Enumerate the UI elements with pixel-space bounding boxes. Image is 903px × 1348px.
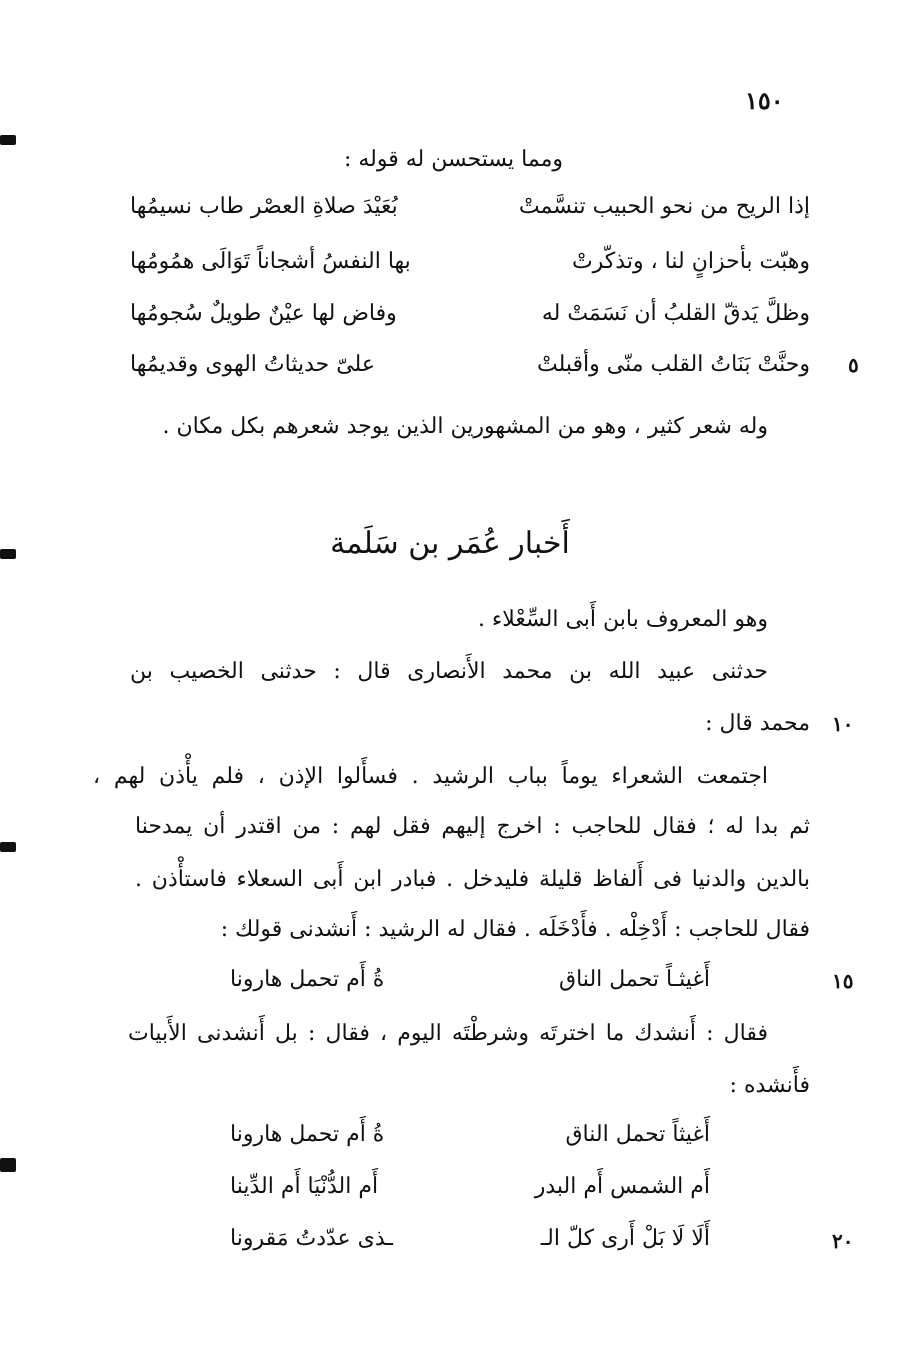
para-line-7: فقال للحاجب : أَدْخِلْه . فأَدْخَلَه . فقال له الرشيد : أَنشدنى قولك : xyxy=(220,917,810,942)
verse-hemistich-2: ةُ أَم تحمل هارونا xyxy=(230,967,385,992)
para-line-1: وهو المعروف بابن أَبى السِّعْلاء . xyxy=(477,607,768,632)
verse-hemistich-2: بها النفسُ أشجاناً تَوَالَى همُومُها xyxy=(130,249,411,274)
poem1-verse-3 xyxy=(130,297,810,331)
single-verse xyxy=(230,963,710,997)
para2-line-1: فقال : أَنشدك ما اخترتَه وشرطْتَه اليوم ، فقال : بل أَنشدنى الأَبيات xyxy=(128,1021,768,1046)
line-number-5: ٥ xyxy=(848,353,859,377)
section-title: أَخبار عُمَر بن سَلَمة xyxy=(330,526,570,561)
binding-mark xyxy=(0,549,16,559)
verse-hemistich-1: وحنَّتْ بَنَاتُ القلب منّى وأقبلتْ xyxy=(537,352,810,377)
verse-hemistich-1: إذا الريح من نحو الحبيب تنسَّمتْ xyxy=(518,194,810,219)
para-line-3: محمد قال : xyxy=(705,711,810,736)
verse-hemistich-1: أَم الشمس أَم البدر xyxy=(534,1174,710,1199)
poem2-verse-2 xyxy=(230,1170,710,1204)
page-number: ١٥٠ xyxy=(745,86,784,115)
verse-hemistich-2: ـذى عدّدتُ مَقرونا xyxy=(230,1226,393,1251)
intro-line: ومما يستحسن له قوله : xyxy=(343,147,563,172)
verse-hemistich-1: وهبّت بأحزانٍ لنا ، وتذكّرتْ xyxy=(571,249,810,274)
binding-mark xyxy=(0,1158,16,1172)
line-number-10: ١٠ xyxy=(832,712,854,736)
para-line-5: ثم بدا له ؛ فقال للحاجب : اخرج إليهم فقل لهم : من اقتدر أن يمدحنا xyxy=(135,814,810,839)
closing-line: وله شعر كثير ، وهو من المشهورين الذين يوجد شعرهم بكل مكان . xyxy=(162,414,768,439)
verse-hemistich-2: بُعَيْدَ صلاةِ العصْر طاب نسيمُها xyxy=(130,194,398,219)
line-number-15: ١٥ xyxy=(832,969,854,993)
binding-mark xyxy=(0,842,16,852)
para2-line-2: فأَنشده : xyxy=(729,1073,810,1098)
binding-mark xyxy=(0,135,16,145)
para-line-2: حدثنى عبيد الله بن محمد الأَنصارى قال : حدثنى الخصيب بن xyxy=(130,659,768,684)
para-line-6: بالدين والدنيا فى أَلفاظ قليلة فليدخل . فبادر ابن أَبى السعلاء فاستأْذن . xyxy=(135,867,810,892)
poem2-verse-3 xyxy=(230,1222,710,1256)
poem2-verse-1 xyxy=(230,1118,710,1152)
verse-hemistich-1: أَغيثـاً تحمل الناق xyxy=(559,967,710,992)
verse-hemistich-2: أَم الدُّنْيَا أَم الدِّينا xyxy=(230,1174,379,1199)
verse-hemistich-1: أَغيثاً تحمل الناق xyxy=(565,1122,710,1147)
verse-hemistich-1: وظلَّ يَدقّ القلبُ أن نَسَمَتْ له xyxy=(541,301,810,326)
para-line-4: اجتمعت الشعراء يوماً بباب الرشيد . فسأَلوا الإذن ، فلم يأْذن لهم ، xyxy=(93,764,768,789)
poem1-verse-4 xyxy=(130,348,810,382)
verse-hemistich-2: علىّ حديثاتُ الهوى وقديمُها xyxy=(130,352,375,377)
poem1-verse-1 xyxy=(130,190,810,224)
verse-hemistich-2: وفاض لها عيْنٌ طويلٌ سُجومُها xyxy=(130,301,397,326)
verse-hemistich-2: ةُ أَم تحمل هارونا xyxy=(230,1122,385,1147)
line-number-20: ٢٠ xyxy=(832,1229,854,1253)
poem1-verse-2 xyxy=(130,245,810,279)
verse-hemistich-1: أَلَا لَا بَلْ أَرى كلّ الـ xyxy=(540,1226,710,1251)
